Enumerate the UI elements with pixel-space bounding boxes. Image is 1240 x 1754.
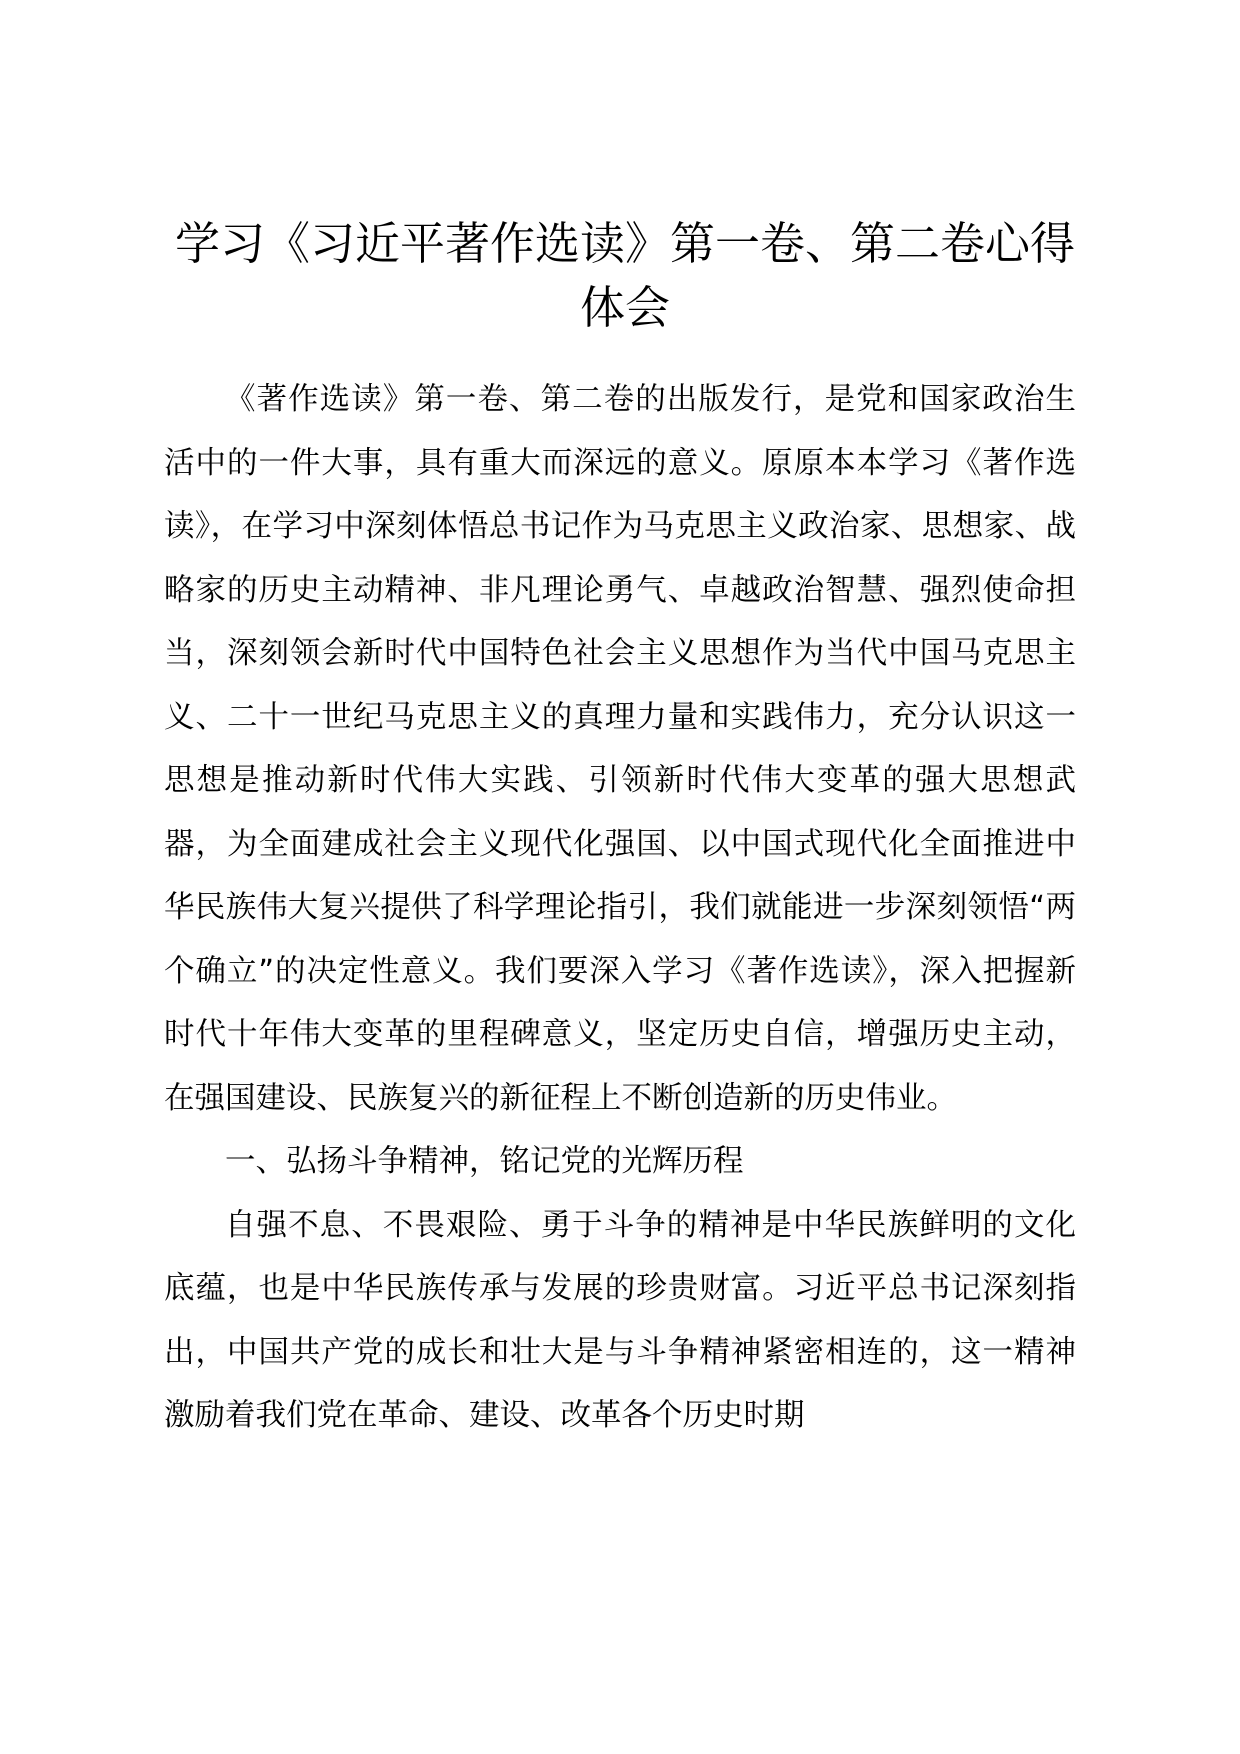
document-body — [164, 368, 1076, 1448]
title-line-2: 体会 — [579, 281, 670, 334]
section-1-heading: 一、弘扬斗争精神，铭记党的光辉历程 — [225, 1144, 744, 1179]
document-title — [150, 212, 1100, 340]
title-line-1: 学习《习近平著作选读》第一卷、第二卷心得 — [174, 217, 1075, 270]
section-1-paragraph: 自强不息、不畏艰险、勇于斗争的精神是中华民族鲜明的文化底蕴，也是中华民族传承与发展的珍贵财富。习近平总书记深刻指出，中国共产党的成长和壮大是与斗争精神紧密相连的，这一精神激励着我们党在革命、建设、改革各个历史时期 — [164, 1207, 1076, 1433]
intro-paragraph: 《著作选读》第一卷、第二卷的出版发行，是党和国家政治生活中的一件大事，具有重大而深远的意义。原原本本学习《著作选读》，在学习中深刻体悟总书记作为马克思主义政治家、思想家、战略家的历史主动精神、非凡理论勇气、卓越政治智慧、强烈使命担当，深刻领会新时代中国特色社会主义思想作为当代中国马克思主义、二十一世纪马克思主义的真理力量和实践伟力，充分认识这一思想是推动新时代伟大实践、引领新时代伟大变革的强大思想武器，为全面建成社会主义现代化强国、以中国式现代化全面推进中华民族伟大复兴提供了科学理论指引，我们就能进一步深刻领悟“两个确立”的决定性意义。我们要深入学习《著作选读》，深入把握新时代十年伟大变革的里程碑意义，坚定历史自信，增强历史主动，在强国建设、民族复兴的新征程上不断创造新的历史伟业。 — [164, 382, 1076, 1116]
